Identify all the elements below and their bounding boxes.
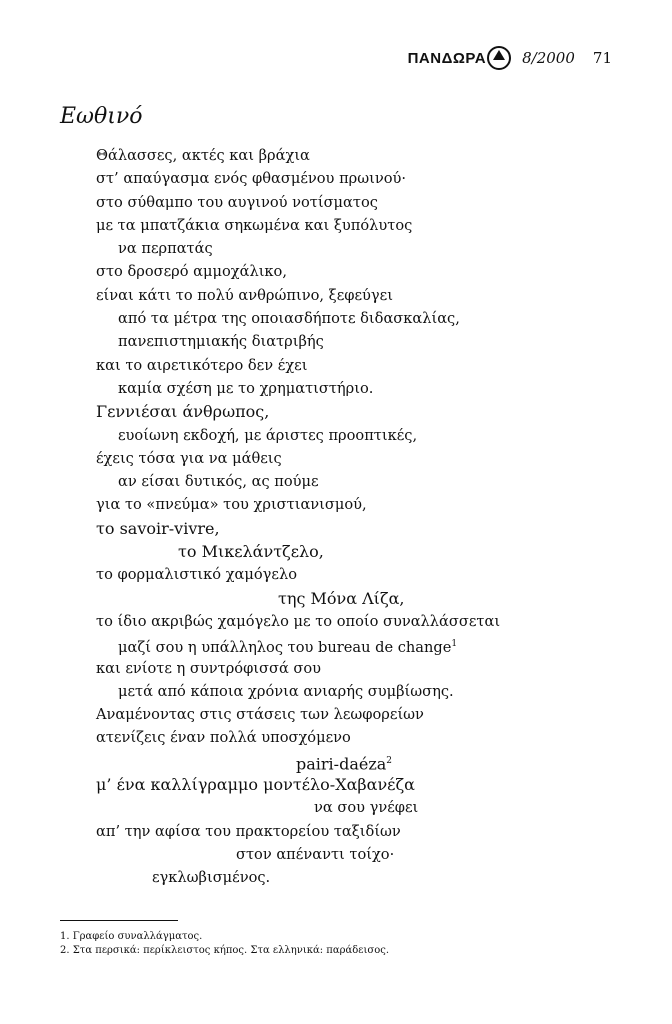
poem-line-text: το Μικελάντζελο, [178,542,324,562]
poem-line-text: έχεις τόσα για να μάθεις [96,449,282,467]
poem-line-text: απ’ την αφίσα του πρακτορείου ταξιδίων [96,822,401,840]
poem-line [96,587,616,610]
poem-line [96,377,616,400]
poem-line [96,214,616,237]
poem-line [96,447,616,470]
poem-line [96,260,616,283]
poem-line [96,400,616,423]
footnote-divider [60,920,178,921]
poem-line [96,796,616,819]
poem-line-text: της Μόνα Λίζα, [278,588,405,608]
poem-line [96,750,616,773]
poem-line-text: μαζί σου η υπάλληλος του bureau de change [118,639,452,657]
poem-line [96,680,616,703]
poem-line-text: είναι κάτι το πολύ ανθρώπινο, ξεφεύγει [96,286,393,304]
poem-line [96,657,616,680]
footnote-2: 2. Στα περσικά: περίκλειστος κήπος. Στα ελληνικά: παράδεισος. [60,945,390,956]
poem-line [96,424,616,447]
poem-line [96,820,616,843]
poem-line-text: με τα μπατζάκια σηκωμένα και ξυπόλυτος [96,216,413,234]
poem-line-text: Αναμένοντας στις στάσεις των λεωφορείων [96,706,424,724]
poem-line-text: και το αιρετικότερο δεν έχει [96,356,308,374]
poem-line-text: από τα μέτρα της οποιασδήποτε διδασκαλίας, [118,310,460,328]
magazine-logo [408,46,513,70]
poem-line-text: στ’ απαύγασμα ενός φθασμένου πρωινού· [96,170,407,188]
poem-line-text: στο δροσερό αμμοχάλικο, [96,263,287,281]
poem-line-text: ατενίζεις έναν πολλά υποσχόμενο [96,729,351,747]
poem-line [96,540,616,563]
poem-title: Εωθινό [60,104,143,129]
poem-line-text: το φορμαλιστικό χαμόγελο [96,566,297,584]
poem-line [96,237,616,260]
poem-line-text: εγκλωβισμένος. [152,869,271,887]
poem-line [96,633,616,656]
footnote-1: 1. Γραφείο συναλλάγματος. [60,931,203,942]
poem-line [96,843,616,866]
footnotes [60,930,389,958]
poem-line-text: pairi-daéza [296,754,387,774]
poem-line [96,703,616,726]
poem-line-text: να περπατάς [118,240,213,258]
pyramid-circle-icon [487,46,511,70]
poem-line [96,610,616,633]
poem-line [96,191,616,214]
issue-number: 8/2000 [522,49,575,67]
poem-line [96,144,616,167]
poem-line-text: για το «πνεύμα» του χριστιανισμού, [96,496,367,514]
poem-body [96,144,616,890]
poem-line-text: μετά από κάποια χρόνια ανιαρής συμβίωσης. [118,682,454,700]
poem-line-text: στο σύθαμπο του αυγινού νοτίσματος [96,193,378,211]
footnote-marker: 1 [451,639,458,650]
poem-line-text: στον απέναντι τοίχο· [236,845,395,863]
poem-line-text: Γεννιέσαι άνθρωπος, [96,402,270,422]
magazine-name: ΠΑΝΔΩΡΑ [407,49,487,67]
poem-line [96,493,616,516]
poem-line-text: να σου γνέφει [314,799,419,817]
poem-line [96,726,616,749]
poem-line-text: Θάλασσες, ακτές και βράχια [96,147,310,164]
running-header [408,46,612,70]
poem-line [96,470,616,493]
poem-line [96,167,616,190]
poem-line-text: μ’ ένα καλλίγραμμο μοντέλο-Χαβανέζα [96,775,415,795]
poem-line [96,354,616,377]
poem-line-text: το ίδιο ακριβώς χαμόγελο με το οποίο συναλλάσσεται [96,612,501,630]
footnote-marker: 2 [386,755,393,766]
poem-line-text: αν είσαι δυτικός, ας πούμε [118,473,319,491]
poem-line [96,330,616,353]
poem-line [96,517,616,540]
poem-line-text: καμία σχέση με το χρηματιστήριο. [118,379,374,397]
poem-line-text: πανεπιστημιακής διατριβής [118,333,324,351]
poem-line-text: ευοίωνη εκδοχή, με άριστες προοπτικές, [118,426,418,444]
poem-line-text: το savoir-vivre, [96,518,220,538]
poem-line [96,866,616,889]
poem-line [96,773,616,796]
poem-line [96,307,616,330]
poem-line [96,563,616,586]
poem-line-text: και ενίοτε η συντρόφισσά σου [96,659,322,677]
poem-line [96,284,616,307]
page-number: 71 [592,49,612,67]
